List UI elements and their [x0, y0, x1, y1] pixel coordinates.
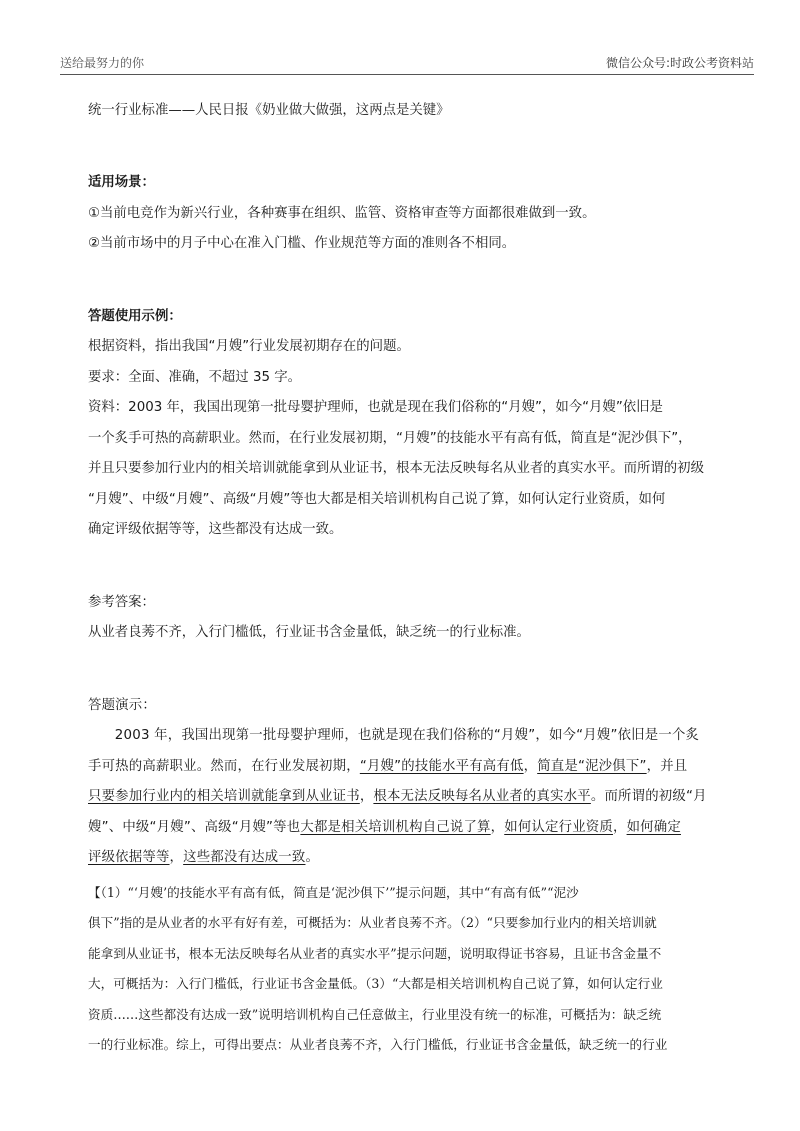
- example-heading: 答题使用示例：: [88, 308, 182, 324]
- demo-text: 嫂”、中级“月嫂”、高级“月嫂”等也: [88, 819, 301, 835]
- demo-text: 。而所谓的初级“月: [590, 789, 707, 804]
- document-body: [88, 96, 742, 1061]
- demo-text: ，: [359, 789, 374, 804]
- material-line: 确定评级依据等等，这些都没有达成一致。: [88, 522, 343, 537]
- underlined-key-phrase: 这些都没有达成一致: [183, 850, 306, 865]
- analysis-line: 【（1）“‘月嫂’的技能水平有高有低，简直是‘泥沙俱下’”提示问题，其中“有高有低”“泥沙: [88, 884, 579, 900]
- analysis-line: 俱下”指的是从业者的水平有好有差，可概括为：从业者良莠不齐。（2）“只要参加行业内的相关培训就: [88, 915, 657, 931]
- analysis-line: 资质……这些都没有达成一致”说明培训机构自己任意做主，行业里没有统一的标准，可概括为：缺乏统: [88, 1006, 662, 1022]
- demo-text: 手可热的高薪职业。然而，在行业发展初期，: [88, 758, 360, 774]
- answer-section: [88, 588, 742, 649]
- answer-heading: 参考答案：: [88, 594, 155, 610]
- material-line: 并且只要参加行业内的相关培训就能拿到从业证书，根本无法反映每名从业者的真实水平。而所谓的初级: [88, 461, 704, 476]
- scenario-item: ①当前电竞作为新兴行业，各种赛事在组织、监管、资格审查等方面都很难做到一致。: [88, 205, 596, 221]
- demo-line: [88, 752, 742, 783]
- page-header: [60, 52, 754, 75]
- header-slogan: 送给最努力的你: [60, 56, 145, 70]
- demo-line: [88, 813, 742, 844]
- demo-text: ，: [169, 850, 184, 865]
- material-line: “月嫂”、中级“月嫂”、高级“月嫂”等也大都是相关培训机构自己说了算，如何认定行业资质，如何: [88, 491, 666, 507]
- demo-line: 2003 年，我国出现第一批母婴护理师，也就是现在我们俗称的“月嫂”，如今“月嫂”依旧是一个炙: [114, 728, 700, 743]
- demo-text: ，: [523, 758, 538, 774]
- material-line: 资料：2003 年，我国出现第一批母婴护理师，也就是现在我们俗称的“月嫂”，如今“月嫂”依旧是: [88, 400, 663, 415]
- demo-heading: 答题演示：: [88, 697, 156, 713]
- answer-text: 从业者良莠不齐，入行门槛低，行业证书含金量低，缺乏统一的行业标准。: [88, 625, 530, 640]
- demo-text: ，: [490, 819, 505, 835]
- document-title: 统一行业标准——人民日报《奶业做大做强，这两点是关键》: [88, 103, 450, 118]
- analysis-line: 大，可概括为：入行门槛低，行业证书含金量低。（3）“大都是相关培训机构自己说了算，如何认定行业: [88, 976, 663, 992]
- demo-section: [88, 691, 742, 874]
- scenario-heading: 适用场景：: [88, 175, 155, 190]
- underlined-key-phrase: “月嫂”的技能水平有高有低: [359, 758, 524, 774]
- scenario-item: ②当前市场中的月子中心在准入门槛、作业规范等方面的准则各不相同。: [88, 236, 516, 251]
- demo-text: ，并且: [646, 758, 688, 774]
- header-wechat-account: 微信公众号:时政公考资料站: [605, 56, 754, 70]
- underlined-key-phrase: 简直是“泥沙俱下”: [537, 758, 647, 774]
- demo-line: [88, 782, 742, 813]
- underlined-key-phrase: 如何认定行业资质: [504, 819, 613, 835]
- underlined-key-phrase: 只要参加行业内的相关培训就能拿到从业证书: [88, 789, 360, 804]
- example-section: [88, 302, 742, 546]
- analysis-section: [88, 878, 742, 1062]
- analysis-line: 一的行业标准。综上，可得出要点：从业者良莠不齐，入行门槛低，行业证书含金量低，缺乏统一的行业: [88, 1037, 668, 1053]
- underlined-key-phrase: 根本无法反映每名从业者的真实水平: [373, 789, 591, 804]
- demo-text: ，: [612, 819, 627, 835]
- example-requirement: 要求：全面、准确，不超过 35 字。: [88, 369, 302, 385]
- example-question: 根据资料，指出我国“月嫂”行业发展初期存在的问题。: [88, 339, 410, 354]
- underlined-key-phrase: 如何确定: [626, 819, 681, 835]
- demo-line: [88, 843, 742, 874]
- underlined-key-phrase: 大都是相关培训机构自己说了算: [300, 819, 491, 835]
- analysis-line: 能拿到从业证书，根本无法反映每名从业者的真实水平”提示问题，说明取得证书容易，且证书含金量不: [88, 945, 662, 961]
- underlined-key-phrase: 评级依据等等: [88, 850, 170, 865]
- material-line: 一个炙手可热的高薪职业。然而，在行业发展初期，“月嫂”的技能水平有高有低，简直是“泥沙俱下”，: [88, 430, 692, 446]
- demo-text: 。: [305, 850, 320, 865]
- scenario-section: [88, 168, 742, 260]
